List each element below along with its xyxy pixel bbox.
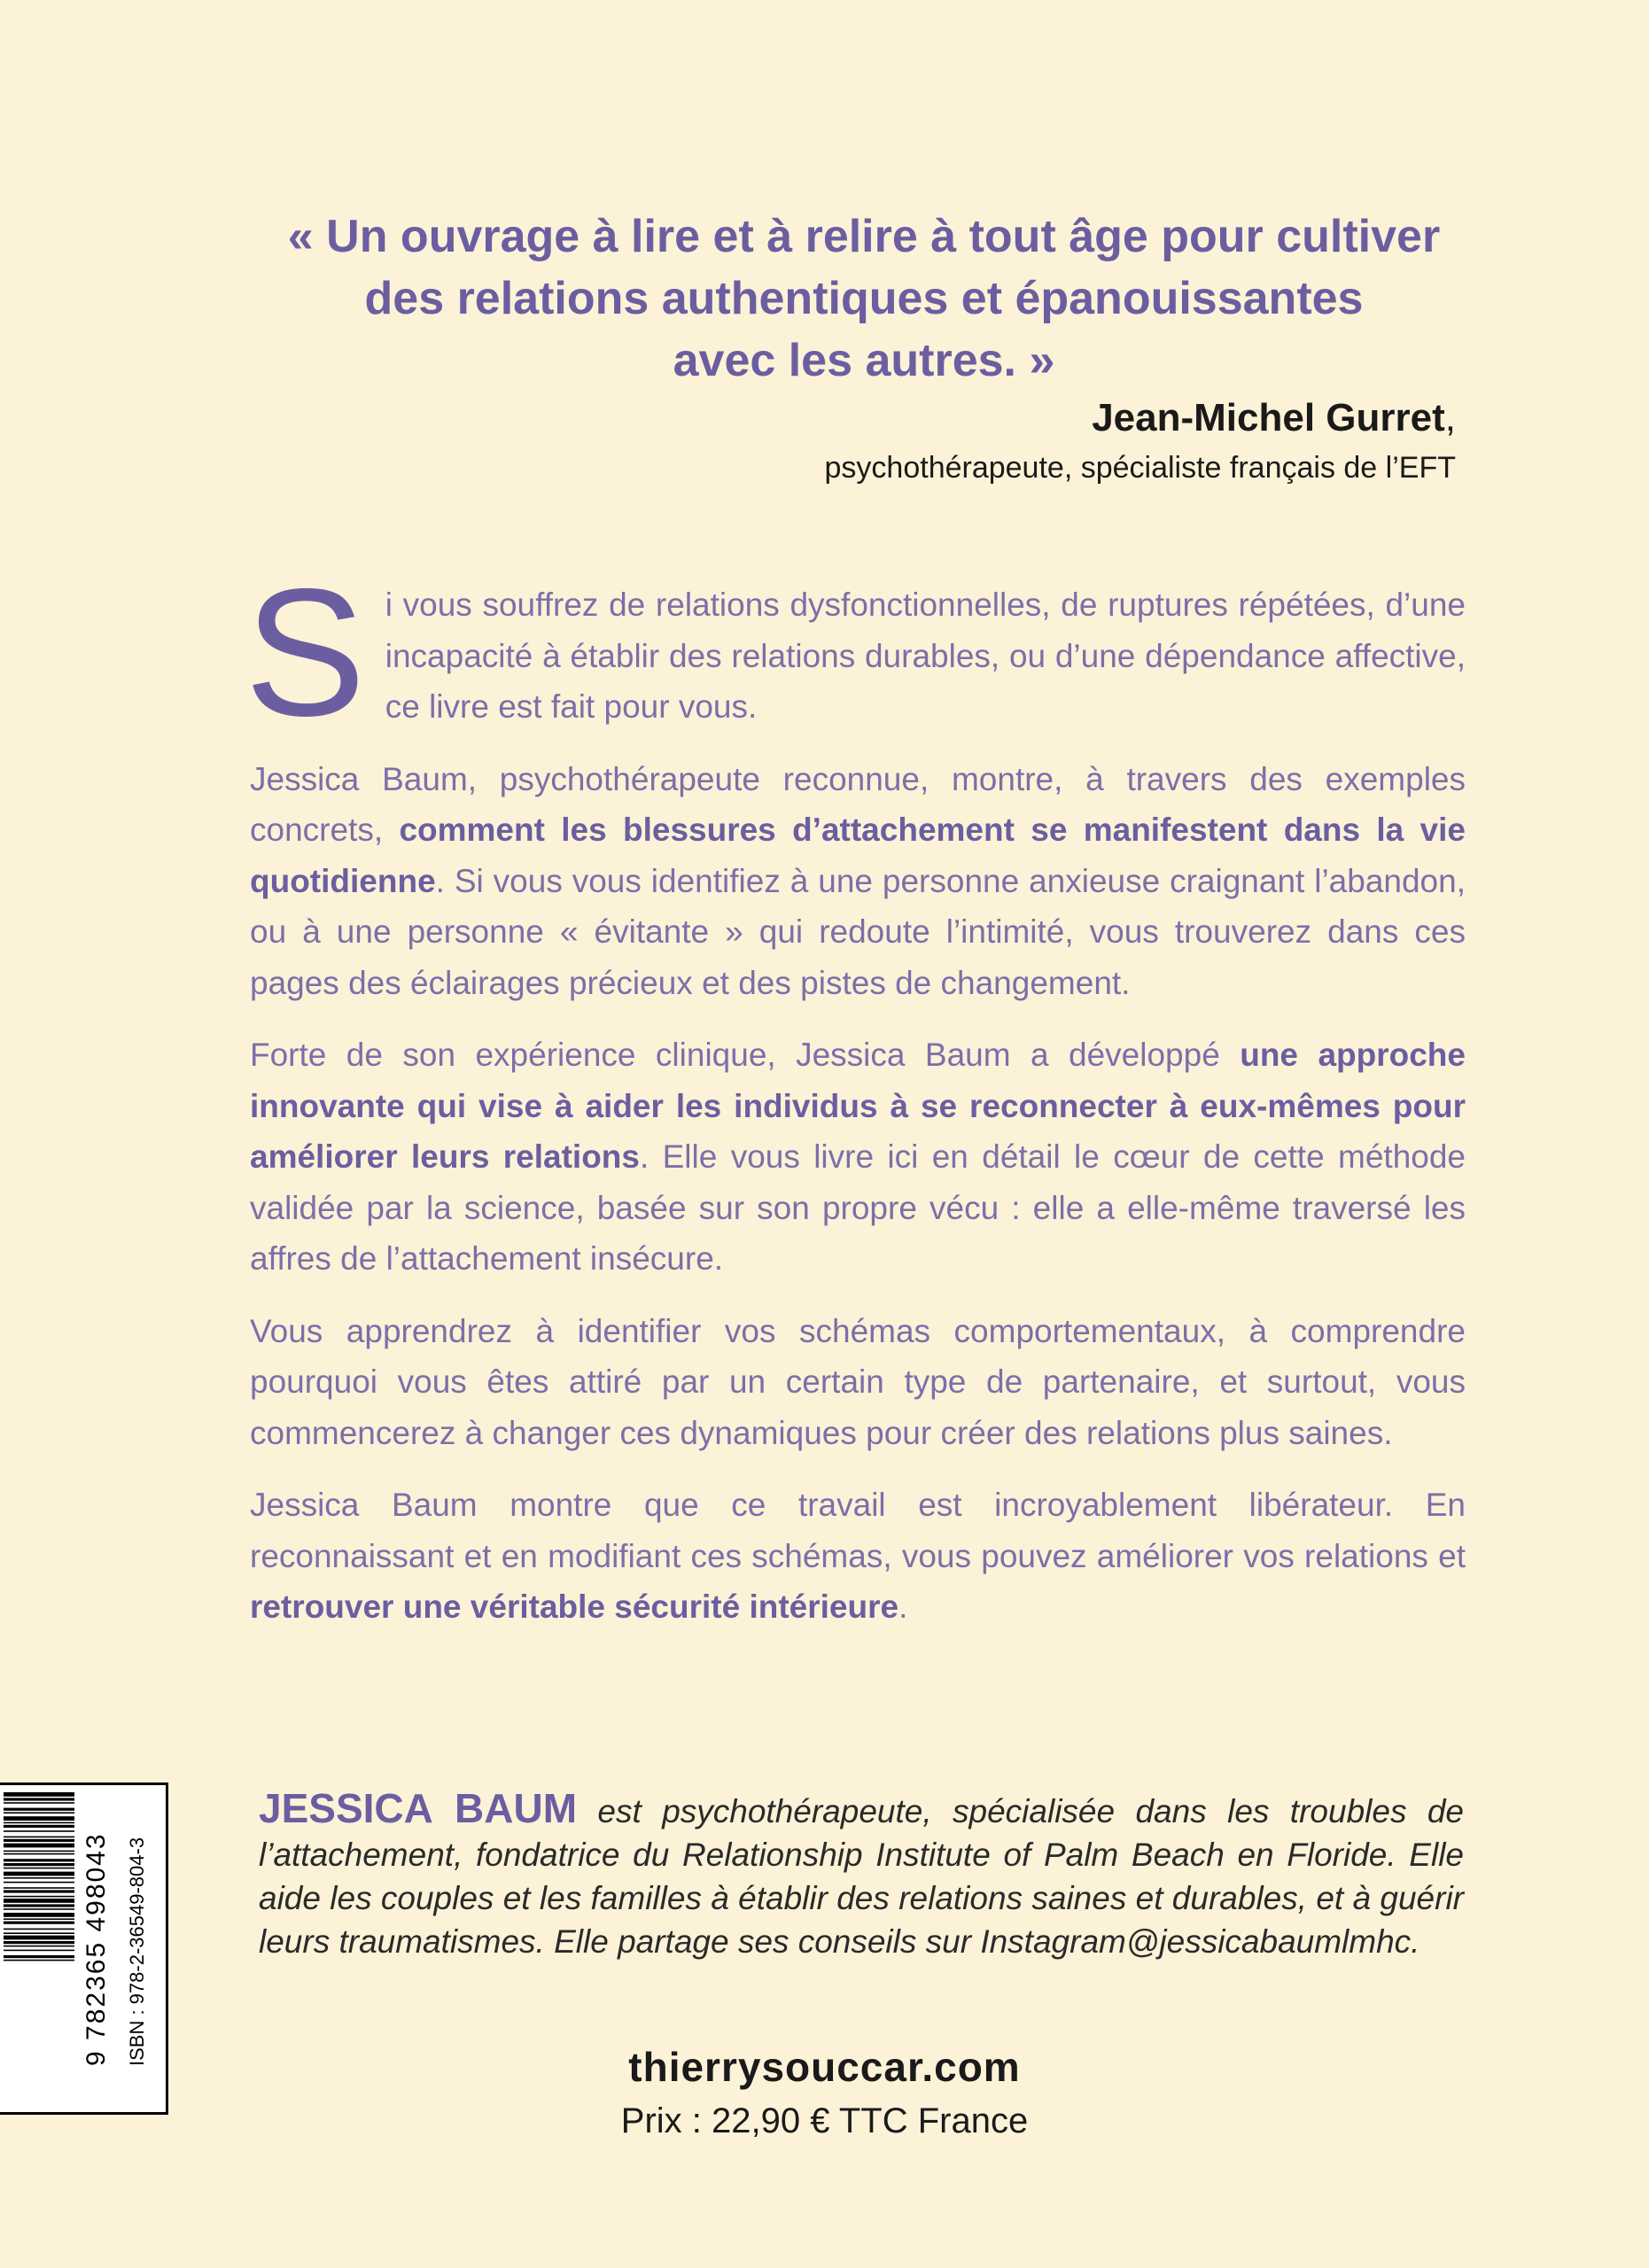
bio-author-name: JESSICA BAUM <box>259 1785 578 1831</box>
barcode-bar <box>4 1872 74 1876</box>
barcode-bar <box>4 1798 74 1800</box>
publisher-website: thierrysouccar.com <box>628 2044 1021 2090</box>
publisher-footer <box>0 2039 1649 2148</box>
quote-author-line <box>825 392 1456 445</box>
paragraph-1 <box>245 551 1466 754</box>
barcode-bar <box>4 1936 74 1940</box>
quote-line: avec les autres. » <box>673 335 1055 386</box>
paragraph-2-highlight: comment les blessures d’attachement se manifestent dans la vie quotidienne <box>250 812 1466 899</box>
barcode-bar <box>4 1960 74 1961</box>
barcode-bar <box>4 1802 74 1804</box>
barcode-bar <box>4 1899 74 1903</box>
paragraph-2-text-end: . Si vous vous identifiez à une personne anxieuse craignant l’abandon, ou à une personne « évitante » qui redoute l’intimité, vous trouverez dans ces pages des éclairages précieux et des pistes de changement. <box>250 862 1466 1001</box>
barcode-bar <box>4 1922 74 1924</box>
barcode-bar <box>4 1825 74 1828</box>
barcode-bar <box>4 1808 74 1811</box>
barcode-bar <box>4 1868 74 1869</box>
barcode-bar <box>4 1896 74 1898</box>
barcode-bar <box>4 1830 74 1832</box>
barcode-bar <box>4 1904 74 1907</box>
paragraph-4: Vous apprendrez à identifier vos schémas comportementaux, à comprendre pourquoi vous êtes attiré par un certain type de partenaire, et surtout, vous commencerez à changer ces dynamiques pour créer des relations plus saines. <box>250 1312 1466 1451</box>
barcode-bar <box>4 1955 74 1958</box>
barcode-bar <box>4 1816 74 1821</box>
paragraph-3-text-end: . Elle vous livre ici en détail le cœur de cette méthode validée par la science, basée sur son propre vécu : elle a elle-même traversé les affres de l’attachement insécure. <box>250 1138 1466 1277</box>
drop-cap: S <box>245 551 366 754</box>
barcode-bar <box>4 1837 74 1838</box>
barcode-bar <box>4 1812 74 1814</box>
quote-author-role: psychothérapeute, spécialiste français de l’EFT <box>824 451 1456 485</box>
barcode-bar <box>4 1932 74 1934</box>
barcode-bar <box>4 1839 74 1842</box>
barcode-bar <box>4 1882 74 1884</box>
back-cover-description <box>245 551 1466 1654</box>
barcode-bar <box>4 1890 74 1892</box>
paragraph-3-highlight: une approche innovante qui vise à aider les individus à se reconnecter à eux-mêmes pour améliorer leurs relations <box>250 1037 1466 1175</box>
quote-attribution <box>825 392 1456 491</box>
barcode-bar <box>4 1844 74 1848</box>
paragraph-2-text: Jessica Baum, psychothérapeute reconnue, montre, à travers des exemples concrets, <box>250 760 1466 848</box>
barcode-bar <box>4 1913 74 1917</box>
quote-line: des relations authentiques et épanouissantes <box>364 273 1364 324</box>
isbn-number: ISBN : 978-2-36549-804-3 <box>126 1837 148 2066</box>
quote-author: Jean-Michel Gurret <box>1092 396 1445 439</box>
barcode-bar <box>4 1863 74 1866</box>
barcode-bar <box>4 1853 74 1855</box>
barcode-bar <box>4 1792 74 1797</box>
paragraph-5-highlight: retrouver une véritable sécurité intérieure <box>250 1588 899 1625</box>
barcode-bar <box>4 1929 74 1930</box>
barcode-bar <box>4 1946 74 1947</box>
barcode-bar <box>4 1877 74 1879</box>
barcode-bar <box>4 1918 74 1920</box>
barcode-digits: 9 782365 498043 <box>82 1832 111 2066</box>
paragraph-3-text: Forte de son expérience clinique, Jessica Baum a développé <box>250 1037 1241 1073</box>
quote-author-comma: , <box>1444 396 1456 439</box>
author-bio <box>259 1787 1464 1963</box>
bio-text: est psychothérapeute, spécialisée dans les troubles de l’attachement, fondatrice du Relationship Institute of Palm Beach en Floride. Elle aide les couples et les familles à établir des relations saines et durables, et à guérir leurs traumatismes. Elle partage ses conseils sur Instagram@jessicabaumlmhc. <box>259 1793 1464 1960</box>
paragraph-1-text: i vous souffrez de relations dysfonctionnelles, de ruptures répétées, d’une incapacité à établir des relations durables, ou d’une dépendance affective, ce livre est fait pour vous. <box>385 586 1466 725</box>
barcode-bar <box>4 1908 74 1910</box>
quote-line: « Un ouvrage à lire et à relire à tout âge pour cultiver <box>287 211 1441 262</box>
barcode-bar <box>4 1851 74 1852</box>
barcode-bar <box>4 1887 74 1889</box>
barcode-bar <box>4 1822 74 1824</box>
barcode-bar <box>4 1950 74 1952</box>
barcode-bar <box>4 1859 74 1861</box>
paragraph-5 <box>250 1480 1466 1633</box>
paragraph-3 <box>250 1029 1466 1285</box>
paragraph-2 <box>250 754 1466 1009</box>
pull-quote <box>248 206 1480 392</box>
paragraph-5-text-end: . <box>898 1588 908 1625</box>
price: Prix : 22,90 € TTC France <box>620 2101 1029 2140</box>
paragraph-5-text: Jessica Baum montre que ce travail est incroyablement libérateur. En reconnaissant et en modifiant ces schémas, vous pouvez améliorer vos relations et <box>250 1487 1466 1574</box>
barcode-bar <box>4 1941 74 1944</box>
